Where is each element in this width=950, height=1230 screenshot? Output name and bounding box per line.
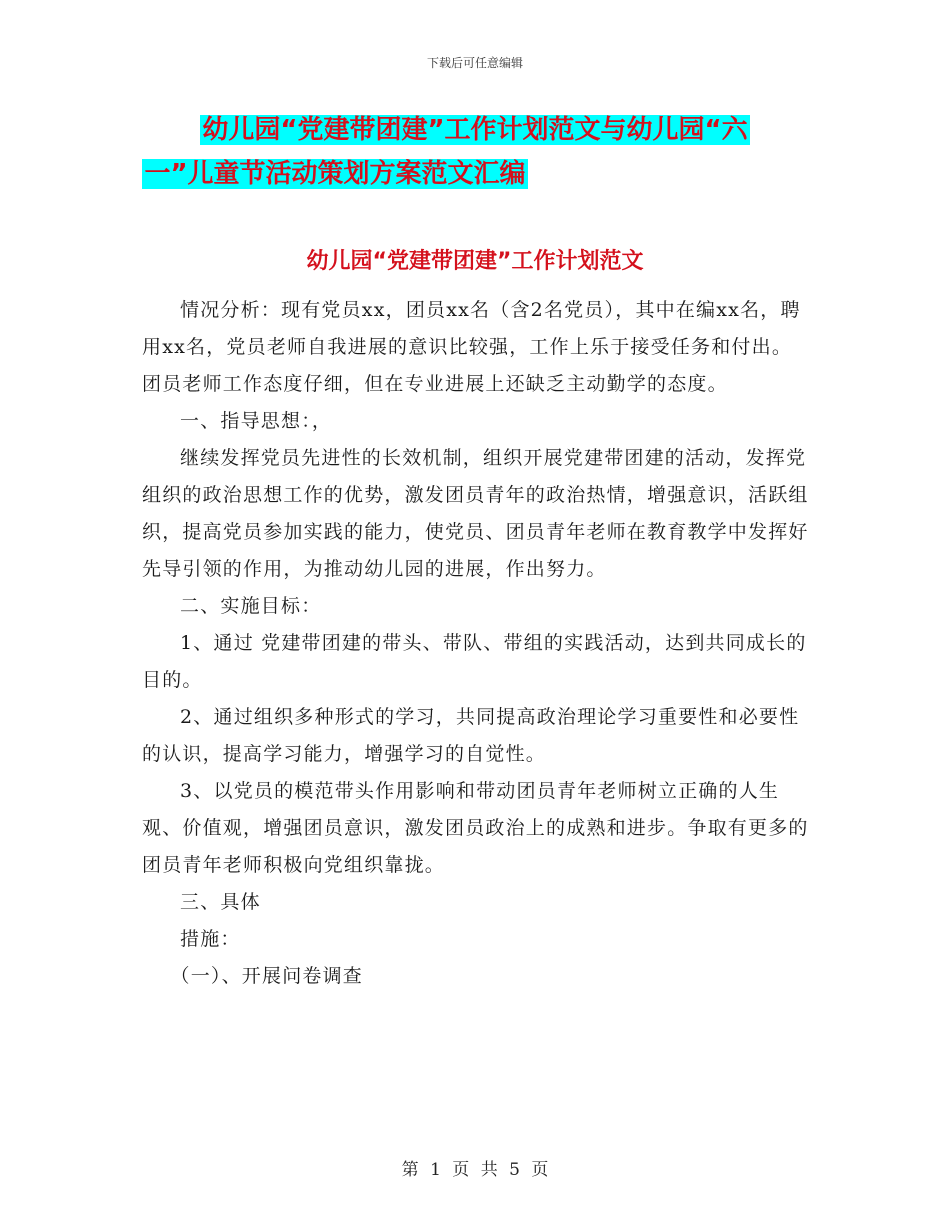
title-line-2-text: 一”儿童节活动策划方案范文汇编: [144, 159, 526, 189]
subheading-questionnaire: （一）、开展问卷调查: [170, 965, 364, 987]
paragraph-goal-2: 2、通过组织多种形式的学习，共同提高政治理论学习重要性和必要性的认识，提高学习能力，增强学习的自觉性。: [142, 706, 800, 765]
section-title: 幼儿园“党建带团建”工作计划范文: [306, 249, 644, 274]
title-line-1-text: 幼儿园“党建带团建”工作计划范文与幼儿园“六: [202, 115, 748, 145]
paragraph-goal-1: 1、通过 党建带团建的带头、带队、带组的实践活动，达到共同成长的目的。: [142, 632, 807, 691]
document-title-line-2: [0, 152, 810, 196]
paragraph-situation-analysis: 情况分析：现有党员xx，团员xx名（含2名党员），其中在编xx名，聘用xx名，党员老师自我进展的意识比较强，工作上乐于接受任务和付出。团员老师工作态度仔细，但在专业进展上还缺乏主动勤学的态度。: [142, 299, 801, 395]
heading-implementation-goals: 二、实施目标：: [180, 595, 322, 617]
heading-measures: 措施：: [180, 928, 241, 950]
heading-specific: 三、具体: [180, 891, 261, 913]
paragraph-goal-3: 3、以党员的模范带头作用影响和带动团员青年老师树立正确的人生观、价值观，增强团员意识，激发团员政治上的成熟和进步。争取有更多的团员青年老师积极向党组织靠拢。: [142, 780, 809, 876]
page-footer: 第 1 页 共 5 页: [401, 1160, 549, 1180]
header-note: 下载后可任意编辑: [426, 56, 523, 70]
heading-guiding-ideology: 一、指导思想：，: [180, 410, 333, 432]
document-body: [142, 292, 812, 995]
document-title-line-1: [0, 108, 950, 152]
paragraph-guiding-ideology: 继续发挥党员先进性的长效机制，组织开展党建带团建的活动，发挥党组织的政治思想工作的优势，激发团员青年的政治热情，增强意识，活跃组织，提高党员参加实践的能力，使党员、团员青年老师在教育教学中发挥好先导引领的作用，为推动幼儿园的进展，作出努力。: [142, 447, 809, 580]
